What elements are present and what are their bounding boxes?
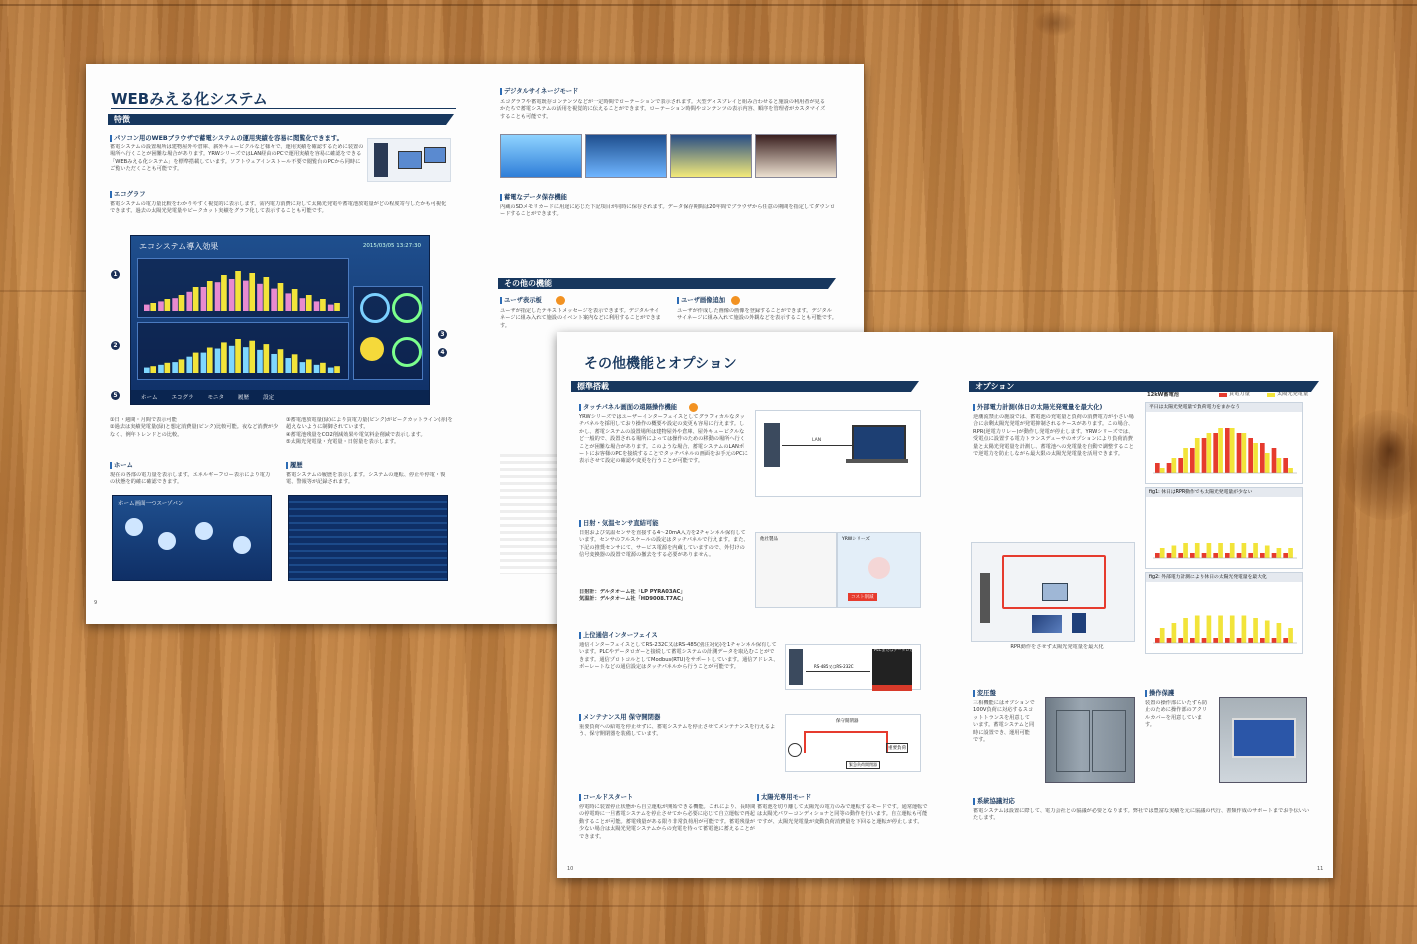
- bar-purchase: [1190, 553, 1195, 558]
- feature-heading: パソコン用のWEBブラウザで蓄電システムの運用実績を容易に閲覧化できます。: [110, 135, 384, 142]
- panel-under-cover: [1232, 718, 1296, 758]
- cabinet-door: [1056, 710, 1090, 772]
- plc-device-icon: [872, 649, 912, 691]
- gauge-icon: [392, 337, 422, 367]
- bar-purchase: [1272, 448, 1277, 473]
- signage-thumbnail: [670, 134, 752, 178]
- bar-purchase: [1248, 553, 1253, 558]
- page-title: WEBみえる化システム: [111, 90, 268, 108]
- maint-fig-top-label: 保守開閉器: [836, 719, 859, 724]
- home-screen-title: ホーム画面一つスーゾバン: [118, 501, 184, 507]
- screen-bar: [264, 344, 270, 373]
- load-node-icon: [233, 536, 251, 554]
- screen-bar: [285, 293, 291, 311]
- wood-knot: [1340, 410, 1417, 520]
- tab-settings[interactable]: 設定: [263, 395, 275, 401]
- grid-node-icon: [195, 522, 213, 540]
- utility-pole-icon: [980, 573, 990, 623]
- bar-purchase: [1155, 638, 1160, 643]
- bar-solar: [1242, 616, 1247, 644]
- signage-heading: デジタルサイネージモード: [500, 88, 664, 95]
- bar-purchase: [1237, 638, 1242, 643]
- bar-purchase: [1202, 553, 1207, 558]
- user-msg-text: ユーザが指定したテキストメッセージを表示できます。デジタルサイネージに組み入れて施設のイベント案内などに利用することができます。: [500, 308, 661, 329]
- screen-bar: [292, 289, 298, 311]
- screen-bar: [144, 305, 150, 311]
- solar-text: 蓄電池を切り離して太陽光の電力のみで運転するモードです。通常運転では太陽光パワーコンディショナと同等の動作を行います。自立運転も可能ですが、太陽光発電量が変動負荷消費量を下回ると運転が停止します。: [757, 804, 928, 825]
- plc-label: PLCまたはデータロガー: [874, 647, 918, 652]
- transformer-photo: [1045, 697, 1135, 783]
- screen-bar: [193, 287, 199, 311]
- hidden-column-text: [500, 454, 558, 574]
- history-screenshot: [288, 495, 448, 581]
- screen-bar: [221, 275, 227, 311]
- screen-bar: [158, 301, 164, 311]
- bar-solar: [1277, 458, 1282, 473]
- bar-solar: [1172, 458, 1177, 473]
- screen-bar: [193, 353, 199, 373]
- laptop-icon: [424, 147, 446, 163]
- bar-purchase: [1202, 438, 1207, 473]
- bar-purchase: [1225, 553, 1230, 558]
- lower-bar-chart: [137, 322, 349, 380]
- screen-bar: [314, 301, 320, 311]
- bar-solar: [1207, 433, 1212, 473]
- bar-purchase: [1283, 553, 1288, 558]
- bar-purchase: [1213, 433, 1218, 473]
- chart-1-svg: [1149, 415, 1299, 481]
- home-screenshot: [112, 495, 272, 581]
- monitor-icon: [398, 151, 422, 169]
- screenshot-title: エコシステム導入効果: [139, 242, 219, 251]
- laptop-base-icon: [846, 459, 908, 463]
- outside-heading: 外部電力計測(体日の太陽光発電量を最大化): [973, 404, 1147, 411]
- screen-bar: [179, 359, 185, 373]
- bar-solar: [1183, 448, 1188, 473]
- bar-purchase: [1167, 463, 1172, 473]
- battery-cabinet-icon: [1072, 613, 1086, 633]
- serial-cable-label: RS-485又はRS-232C: [814, 664, 854, 669]
- cabinet-icon: [764, 423, 780, 467]
- lan-label: LAN: [812, 438, 822, 443]
- maint-fig-bottom: 緊急負荷開閉器: [846, 761, 880, 769]
- bar-solar: [1288, 628, 1293, 643]
- bar-purchase: [1260, 638, 1265, 643]
- comm-figure: [785, 644, 921, 690]
- screen-bar: [334, 303, 340, 311]
- history-text: 蓄電システムの履歴を表示します。システムの運転、停止や停電・復電、警報等が記録されます。: [286, 472, 446, 486]
- screen-bar: [172, 362, 178, 373]
- bar-solar: [1230, 543, 1235, 558]
- chart-1-title: 平日は太陽光発電量で負荷電力をまかなう: [1146, 403, 1302, 412]
- screen-bar: [243, 281, 249, 311]
- bar-purchase: [1248, 438, 1253, 473]
- serial-cable-line: [806, 671, 870, 672]
- bar-solar: [1265, 453, 1270, 473]
- screen-bar: [334, 366, 340, 373]
- signage-thumbnail: [585, 134, 667, 178]
- bar-solar: [1160, 548, 1165, 558]
- screen-bar: [243, 347, 249, 373]
- screen-bar: [292, 354, 298, 373]
- bar-solar: [1195, 616, 1200, 644]
- bar-solar: [1242, 543, 1247, 558]
- screen-bar: [300, 362, 306, 373]
- cold-text: 停電時に装置停止状態から自立運転が開始できる機能。これにより、長時間の停電時に一旦蓄電システムを停止させてから必要に応じて自立運転で再起動することが可能。蓄電残量がある限り非常負荷用が可能です。蓄電残量が少ない場合は太陽光発電システムからの充電を待って蓄電池に蓄えることができます。: [579, 804, 756, 840]
- screen-bar: [158, 365, 164, 373]
- bar-purchase: [1155, 463, 1160, 473]
- page-number: 9: [94, 600, 98, 606]
- callout-marker: 1: [111, 270, 120, 279]
- bar-purchase: [1167, 553, 1172, 558]
- outside-fig-caption: RPR動作をさせず太陽光発電量を最大化: [1010, 644, 1104, 650]
- screen-bar: [186, 357, 192, 373]
- sensor-text: 日射および気温センサを直接する4〜20mA入力を2チャンネル保有しています。センサのフルスケールの設定はタッチパネルで行えます。また、下記の推奨センサにて、サービス電源を内蔵していますので、外付けの信号変換器の設置で電源の撤去をする必要がありません。: [579, 530, 749, 559]
- callout-marker: 5: [111, 391, 120, 400]
- solar-node-icon: [125, 518, 143, 536]
- lan-cable-line: [782, 445, 852, 446]
- wood-knot: [1035, 10, 1075, 36]
- screen-bar: [235, 339, 241, 373]
- bar-purchase: [1272, 638, 1277, 643]
- bar-solar: [1172, 623, 1177, 643]
- screen-bar: [320, 299, 326, 311]
- bar-purchase: [1248, 638, 1253, 643]
- solar-panel-icon: [1032, 615, 1062, 633]
- bar-solar: [1253, 543, 1258, 558]
- solar-heading: 太陽光専用モード: [757, 794, 881, 801]
- bypass-path-line: [804, 731, 888, 753]
- sun-icon: [360, 337, 384, 361]
- bar-purchase: [1178, 638, 1183, 643]
- device-illustration: [367, 138, 451, 182]
- laptop-screen-icon: [852, 425, 906, 461]
- bar-purchase: [1178, 458, 1183, 473]
- bar-purchase: [1272, 553, 1277, 558]
- bar-solar: [1172, 546, 1177, 559]
- screen-bar: [328, 305, 334, 311]
- ecograph-screenshot: [130, 235, 430, 405]
- legend-left: ①日・週間・月間で表示可能 ②過去は実績発電量(緑)と想定消費量(ピンク)比較可能。夜など消費が少なく、例年トレンドとの比較。: [110, 417, 279, 438]
- bar-solar: [1160, 468, 1165, 473]
- cabinet-door: [1092, 710, 1126, 772]
- chart-2-title: fig1: 休日はRPR動作でも太陽光発電量が少ない: [1146, 488, 1302, 497]
- chart-3-svg: [1149, 585, 1299, 651]
- screen-bar: [229, 346, 235, 373]
- chart-2-svg: [1149, 500, 1299, 566]
- bar-purchase: [1225, 638, 1230, 643]
- ac-source-icon: [788, 743, 802, 757]
- screen-bar: [201, 353, 207, 373]
- comm-text: 通信インターフェイスとしてRS-232C又はRS-485(別注対応)を1チャンネル保有しています。PLCやデータロガーと接続して蓄電システムの計測データを取込むことができます。通信プロトコルとしてModbus(RTU)をサポートしています。通信アドレス、ボーレートなどの通信設定はタッチパネルから行うことが可能です。: [579, 642, 779, 671]
- bar-solar: [1277, 623, 1282, 643]
- bar-solar: [1230, 428, 1235, 473]
- screen-bar: [257, 350, 263, 373]
- signage-text: エコグラフや蓄電既存コンテンツなどが一定時間でローテーションで表示されます。大型ディスプレイと組み合わせると施設の利用者が見るかたちで蓄電システムの活用を視覚的に伝えることができます。ローテーション時間やコンテンツの表示内容、順序を管理者がカスタマイズすることも可能です。: [500, 99, 826, 120]
- history-heading: 履歴: [286, 462, 370, 469]
- bar-purchase: [1237, 553, 1242, 558]
- tab-history[interactable]: 履歴: [238, 395, 250, 401]
- sensor-figure-others: [755, 532, 837, 608]
- new-badge-icon: [556, 296, 565, 305]
- screen-bar: [165, 299, 171, 311]
- maint-fig-load: 重要負荷: [886, 743, 908, 753]
- signage-photo: [755, 134, 837, 178]
- tab-ecograph[interactable]: エコグラ: [171, 395, 194, 401]
- bar-purchase: [1260, 553, 1265, 558]
- bar-solar: [1277, 548, 1282, 558]
- protect-heading: 操作保護: [1145, 690, 1229, 697]
- callout-marker: 3: [438, 330, 447, 339]
- bar-purchase: [1190, 638, 1195, 643]
- title-rule: [111, 108, 456, 109]
- cover-photo: [1219, 697, 1307, 783]
- outside-diagram: [971, 542, 1135, 642]
- screen-bar: [235, 271, 241, 311]
- user-img-heading: ユーザ画像追加: [677, 297, 781, 304]
- user-msg-heading: ユーザ表示板: [500, 297, 604, 304]
- cold-heading: コールドスタート: [579, 794, 703, 801]
- outside-text: 逆潮流禁止の施設では、蓄電池の充電量と負荷の消費電力が小さい場合に余剰太陽光発電が発電抑制されるケースがあります。この場合、RPR(逆電力リレー)が動作し発電が停止します。YRWシリーズでは、受電点に設置する電力トランスデューサのオプションにより負荷消費量と太陽光発電量を計測し、蓄電池への充電量を自動で調整することで逆電力を防止しながら最大限の太陽光発電量を活用できます。: [973, 414, 1134, 458]
- screen-bar: [179, 295, 185, 311]
- page-title: その他機能とオプション: [584, 356, 737, 372]
- screen-bar: [271, 289, 277, 311]
- protect-text: 装置の操作部にいたずら防止のために操作部のアクリルカバーを用意しています。: [1145, 700, 1208, 729]
- screenshot-time: 2015/03/05 13:27:30: [362, 243, 421, 249]
- bar-solar: [1242, 433, 1247, 473]
- wood-board-seam: [0, 905, 1417, 907]
- legend-right: ③蓄電池放電量(緑)により買電力量(ピンク)がピークカットライン(赤)を超えないように制御されています。 ④蓄電池残量をCO2削減効果や電気料金削減で表示します。 ⑤太陽光発電量・充電量・日射量を表示します。: [286, 417, 453, 446]
- screenshot-tabs: [131, 390, 430, 404]
- screen-bar: [306, 359, 312, 373]
- battery-node-icon: [158, 532, 176, 550]
- bar-solar: [1218, 616, 1223, 644]
- legend-label-b: 太陽光発電量: [1277, 391, 1309, 397]
- bar-purchase: [1167, 638, 1172, 643]
- screen-bar: [278, 283, 284, 311]
- chart-panel-holiday: [1145, 487, 1303, 569]
- cabinet-icon: [374, 143, 388, 177]
- screen-bar: [328, 368, 334, 373]
- upper-bars-svg: [138, 259, 348, 317]
- touch-figure: [755, 410, 921, 497]
- screen-bar: [278, 349, 284, 373]
- home-text: 現在の各部の電力量を表示します。エネルギーフロー表示により電力の状態を的確に確認できます。: [110, 472, 271, 486]
- section-bar-standard: 標準搭載: [571, 381, 919, 392]
- section-bar-other: その他の機能: [498, 278, 836, 289]
- ecograph-text: 蓄電システムの電力量比較をわかりやすく視覚的に表示します。需内電力消費に対して太陽光発電や蓄電池放電量がどの程度寄与したかも可視化できます。過去の太陽光発電量やピークカット実績をグラフ化して表示することも可能です。: [110, 201, 447, 215]
- sensor-fig-left-label: 他社製品: [760, 537, 778, 542]
- screen-bar: [215, 349, 221, 373]
- grid-heading: 系統協議対応: [973, 798, 1057, 805]
- bar-purchase: [1155, 553, 1160, 558]
- bar-purchase: [1178, 553, 1183, 558]
- data-heading: 蓄電なデータ保存機能: [500, 194, 664, 201]
- callout-marker: 2: [111, 341, 120, 350]
- gauge-icon: [360, 293, 390, 323]
- section-bar-features: 特徴: [108, 114, 454, 125]
- page-number-right: 11: [1317, 866, 1324, 872]
- signage-thumbnail: [500, 134, 582, 178]
- lower-bars-svg: [138, 323, 348, 379]
- bar-purchase: [1237, 433, 1242, 473]
- bar-solar: [1288, 548, 1293, 558]
- bar-solar: [1230, 616, 1235, 644]
- cost-reduction-badge: コスト削減: [848, 593, 877, 601]
- bar-solar: [1253, 443, 1258, 473]
- screen-bar: [150, 366, 156, 373]
- tab-monitor[interactable]: モニタ: [207, 395, 225, 401]
- bar-solar: [1195, 543, 1200, 558]
- bar-solar: [1288, 468, 1293, 473]
- maint-heading: メンテナンス用 保守開閉器: [579, 714, 733, 721]
- bar-solar: [1207, 543, 1212, 558]
- screen-bar: [257, 284, 263, 311]
- bar-purchase: [1202, 638, 1207, 643]
- section-bar-option: オプション: [969, 381, 1319, 392]
- legend-swatch-red: [1219, 393, 1227, 397]
- bar-purchase: [1190, 448, 1195, 473]
- bar-purchase: [1225, 428, 1230, 473]
- wood-knot: [1375, 430, 1405, 470]
- transformer-text: 三相機能にはオプションで100V負荷に対応するスコットトランスを用意しています。蓄電システムと同時に設置でき、運用可能です。: [973, 700, 1035, 744]
- screen-bar: [306, 295, 312, 311]
- grid-text: 蓄電システムは設置に際して、電力会社との協議が必要となります。弊社では豊富な実績を元に協議の代行、書類作成のサポートまでお手伝いいたします。: [973, 808, 1310, 822]
- legend-swatch-yellow: [1267, 393, 1275, 397]
- screen-bar: [285, 358, 291, 373]
- touch-heading: タッチパネル画面の遠隔操作機能: [579, 404, 763, 411]
- maint-text: 重要負荷への給電を停止せずに、蓄電システムを停止させてメンテナンスを行えるよう、保守開閉器を装備しています。: [579, 724, 776, 738]
- screen-bar: [207, 281, 213, 311]
- screen-bar: [320, 363, 326, 373]
- screen-bar: [271, 354, 277, 373]
- brochure-spread-front: [557, 332, 1333, 878]
- bar-solar: [1265, 621, 1270, 644]
- screen-bar: [165, 363, 171, 373]
- bar-purchase: [1213, 638, 1218, 643]
- upper-bar-chart: [137, 258, 349, 318]
- screen-bar: [264, 277, 270, 311]
- new-badge-icon: [731, 296, 740, 305]
- screen-bar: [150, 303, 156, 311]
- screen-bar: [207, 348, 213, 374]
- screen-bar: [144, 368, 150, 373]
- screen-bar: [249, 273, 255, 311]
- user-img-text: ユーザが作成した画像の画像を登録することができます。デジタルサイネージに組み入れて施設の外観などを表示することも可能です。: [677, 308, 837, 322]
- feature-text: 蓄電システムの設置場所は建物屋外や倉庫、薪外キュービクルなど様々で、運用実績を確認するために装置の場所へ行くことが困難な場合があります。YRWシリーズではLAN経由のPCで運用実績を容易に確認をできる「WEBみえる化システム」を標準搭載しています。ソフトウェアインストール不要で閲覧台のPCから同時にご覧いただくことも可能です。: [110, 144, 364, 173]
- new-badge-icon: [689, 403, 698, 412]
- screen-bar: [221, 342, 227, 373]
- callout-marker: 4: [438, 348, 447, 357]
- bar-solar: [1195, 438, 1200, 473]
- bar-solar: [1253, 618, 1258, 643]
- screen-bar: [229, 279, 235, 311]
- home-heading: ホーム: [110, 462, 194, 469]
- bar-solar: [1183, 618, 1188, 643]
- tab-home[interactable]: ホーム: [141, 395, 158, 401]
- maint-figure: [785, 714, 921, 772]
- bar-purchase: [1283, 638, 1288, 643]
- gauge-icon: [392, 293, 422, 323]
- sensor-figure-yrw: [837, 532, 921, 608]
- screen-bar: [314, 365, 320, 373]
- legend-label-a: 買電力量: [1229, 391, 1250, 397]
- gauge-panel: [353, 286, 423, 380]
- screen-bar: [300, 298, 306, 311]
- sensor-fig-right-label: YRWシリーズ: [842, 537, 870, 542]
- cabinet-icon: [789, 649, 803, 685]
- page-number-left: 10: [567, 866, 574, 872]
- bar-solar: [1160, 628, 1165, 643]
- chart-panel-maximized: [1145, 572, 1303, 654]
- screen-bar: [215, 282, 221, 311]
- bar-purchase: [1213, 553, 1218, 558]
- bar-purchase: [1260, 443, 1265, 473]
- screen-bar: [201, 287, 207, 311]
- chart-panel-weekday: [1145, 402, 1303, 484]
- bar-solar: [1183, 543, 1188, 558]
- bar-purchase: [1283, 458, 1288, 473]
- screen-bar: [249, 341, 255, 373]
- sensor-heading: 日射・気温センサ直結可能: [579, 520, 733, 527]
- starburst-icon: [868, 557, 890, 579]
- touch-text: YRWシリーズではユーザーインターフェイスとしてグラフィカルなタッチパネルを採用しており操作の概要や設定の変更も容易に行えます。しかし、蓄電システムの設置場所は建物屋外や倉庫、屋外キュービクルなど一般的で、設置される場所によっては操作のための移動の場所へ行くことが困難な場合があります。このような場合、蓄電システムのLANポートにお客様のPCを接続することでタッチパネルの画面をお手元のPCに表示させて設定の確認や変更を行うことが可能です。: [579, 414, 748, 465]
- comm-heading: 上位通信インターフェイス: [579, 632, 733, 639]
- bar-solar: [1265, 546, 1270, 559]
- chart-header: 12kW蓄電池: [1147, 392, 1179, 398]
- screen-bar: [172, 298, 178, 311]
- bar-solar: [1218, 428, 1223, 473]
- transformer-heading: 変圧盤: [973, 690, 1057, 697]
- chart-3-title: fig2: 外部電力計測により休日の太陽光発電量を最大化: [1146, 573, 1302, 582]
- bar-solar: [1218, 543, 1223, 558]
- ecograph-heading: エコグラフ: [110, 191, 264, 198]
- data-text: 内蔵のSDメモリカードに用途に応じた下記項目が同時に保存されます。データ保存期間は20年間でブラウザから任意の期間を指定してダウンロードすることができます。: [500, 204, 836, 218]
- bar-solar: [1207, 616, 1212, 644]
- screen-bar: [186, 292, 192, 311]
- mppt-box-icon: [1042, 583, 1068, 601]
- wood-board-seam: [0, 4, 1417, 6]
- sensor-models: 日射計：デルタオーム社「LP PYRA03AC」 気温計：デルタオーム社「HD9008.T7AC」: [579, 589, 686, 603]
